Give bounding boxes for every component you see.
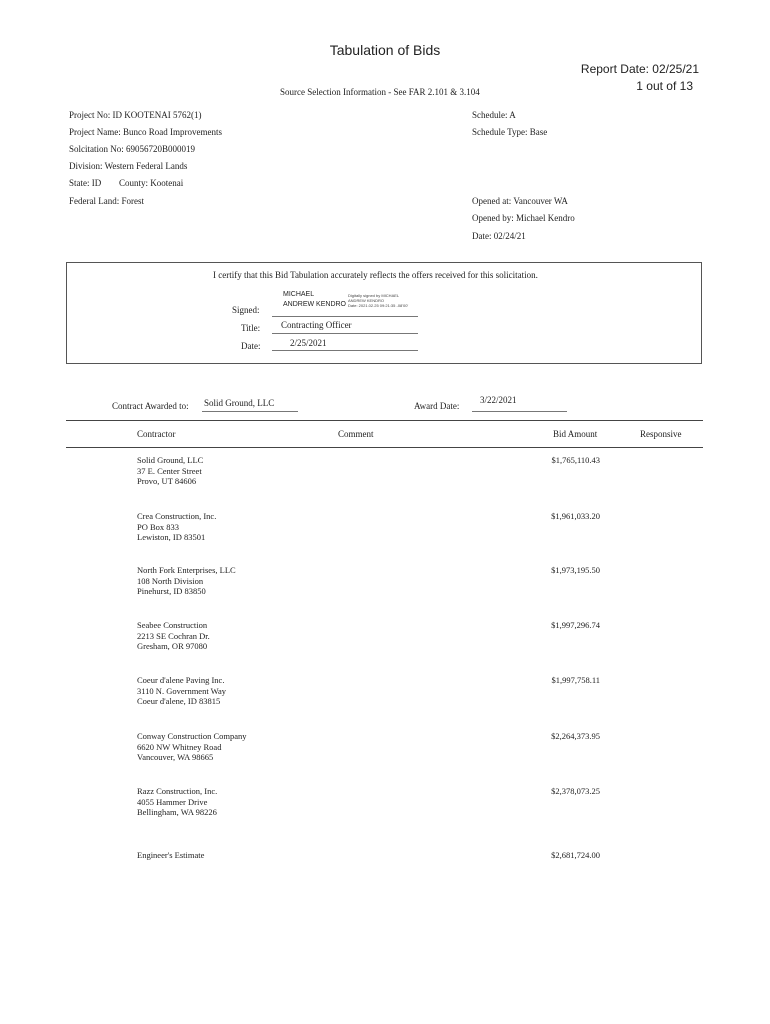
solicitation-number: Solcitation No: 69056720B000019 xyxy=(69,144,195,154)
table-row xyxy=(137,511,216,543)
contractor-name: Coeur d'alene Paving Inc. xyxy=(137,675,225,685)
column-header-contractor: Contractor xyxy=(137,429,176,439)
date-label: Date: xyxy=(241,341,261,351)
signed-label: Signed: xyxy=(232,305,260,315)
bid-amount: $1,997,758.11 xyxy=(551,675,600,685)
contractor-address-line1: PO Box 833 xyxy=(137,521,180,532)
opened-date: Date: 02/24/21 xyxy=(472,231,526,241)
schedule: Schedule: A xyxy=(472,110,516,120)
digital-signature-line2: ANDREW KENDRO xyxy=(348,298,385,303)
column-header-comment: Comment xyxy=(338,429,374,439)
contractor-address-line2: Vancouver, WA 98665 xyxy=(137,752,214,762)
signer-name xyxy=(283,290,346,310)
certification-box xyxy=(66,262,702,364)
page-title: Tabulation of Bids xyxy=(329,42,441,58)
opened-at: Opened at: Vancouver WA xyxy=(472,196,568,206)
page-count: 1 out of 13 xyxy=(636,79,693,93)
contractor-name: Solid Ground, LLC xyxy=(137,455,204,465)
awarded-to: Solid Ground, LLC xyxy=(204,398,275,408)
contractor-address-line1: 37 E. Center Street xyxy=(137,465,202,476)
awarded-label: Contract Awarded to: xyxy=(112,401,189,411)
county: County: Kootenai xyxy=(119,178,184,188)
award-date: 3/22/2021 xyxy=(480,395,517,405)
date-value: 2/25/2021 xyxy=(290,338,327,348)
bid-amount: $2,264,373.95 xyxy=(551,731,600,741)
contractor-address-line1: 6620 NW Whitney Road xyxy=(137,741,222,752)
signer-name-line2: ANDREW KENDRO xyxy=(283,301,347,308)
opened-by: Opened by: Michael Kendro xyxy=(472,213,575,223)
column-header-bid-amount: Bid Amount xyxy=(553,429,598,439)
contractor-name: Seabee Construction xyxy=(137,620,208,630)
engineers-estimate-amount: $2,681,724.00 xyxy=(551,850,600,860)
bid-amount: $1,973,195.50 xyxy=(551,565,600,575)
table-row xyxy=(137,455,203,487)
state: State: ID xyxy=(69,178,102,188)
signature-line xyxy=(272,316,418,317)
division: Division: Western Federal Lands xyxy=(69,161,188,171)
table-row xyxy=(137,786,217,818)
contractor-address-line2: Bellingham, WA 98226 xyxy=(137,807,217,817)
contractor-address-line2: Coeur d'alene, ID 83815 xyxy=(137,696,221,706)
contractor-name: Crea Construction, Inc. xyxy=(137,511,217,521)
table-top-rule xyxy=(66,420,703,421)
contractor-address-line1: 4055 Hammer Drive xyxy=(137,796,208,807)
award-date-label: Award Date: xyxy=(414,401,460,411)
digital-signature xyxy=(348,293,408,308)
bid-amount: $2,378,073.25 xyxy=(551,786,600,796)
contractor-name: Razz Construction, Inc. xyxy=(137,786,218,796)
contractor-address-line2: Gresham, OR 97080 xyxy=(137,641,208,651)
table-header-rule xyxy=(66,447,703,448)
digital-signature-line1: Digitally signed by MICHAEL xyxy=(348,293,400,298)
bid-amount: $1,765,110.43 xyxy=(551,455,600,465)
federal-land: Federal Land: Forest xyxy=(69,196,144,206)
contractor-name: Conway Construction Company xyxy=(137,731,247,741)
report-date: Report Date: 02/25/21 xyxy=(580,62,699,76)
source-selection-note: Source Selection Information - See FAR 2.101 & 3.104 xyxy=(280,87,480,97)
contractor-address-line1: 108 North Division xyxy=(137,575,204,586)
certification-statement: I certify that this Bid Tabulation accurately reflects the offers received for this solicitation. xyxy=(213,270,538,280)
awarded-line xyxy=(202,411,298,412)
engineers-estimate-label: Engineer's Estimate xyxy=(137,850,205,860)
table-row xyxy=(137,565,236,597)
project-number: Project No: ID KOOTENAI 5762(1) xyxy=(69,110,202,120)
title-value: Contracting Officer xyxy=(281,320,352,330)
bid-amount: $1,961,033.20 xyxy=(551,511,600,521)
contractor-name: North Fork Enterprises, LLC xyxy=(137,565,236,575)
table-row xyxy=(137,675,226,707)
contractor-address-line2: Lewiston, ID 83501 xyxy=(137,532,206,542)
contractor-address-line2: Pinehurst, ID 83850 xyxy=(137,586,206,596)
award-date-line xyxy=(472,411,567,412)
date-line xyxy=(272,350,418,351)
contractor-address-line2: Provo, UT 84606 xyxy=(137,476,197,486)
table-row xyxy=(137,731,247,763)
signer-name-line1: MICHAEL xyxy=(283,291,315,298)
schedule-type: Schedule Type: Base xyxy=(472,127,548,137)
title-line xyxy=(272,333,418,334)
contractor-address-line1: 2213 SE Cochran Dr. xyxy=(137,630,210,641)
bid-amount: $1,997,296.74 xyxy=(551,620,600,630)
project-name: Project Name: Bunco Road Improvements xyxy=(69,127,222,137)
digital-signature-line3: Date: 2021.02.25 09:21:35 -08'00' xyxy=(348,303,409,308)
column-header-responsive: Responsive xyxy=(640,429,682,439)
table-row xyxy=(137,620,210,652)
title-label: Title: xyxy=(241,323,261,333)
contractor-address-line1: 3110 N. Government Way xyxy=(137,685,227,696)
